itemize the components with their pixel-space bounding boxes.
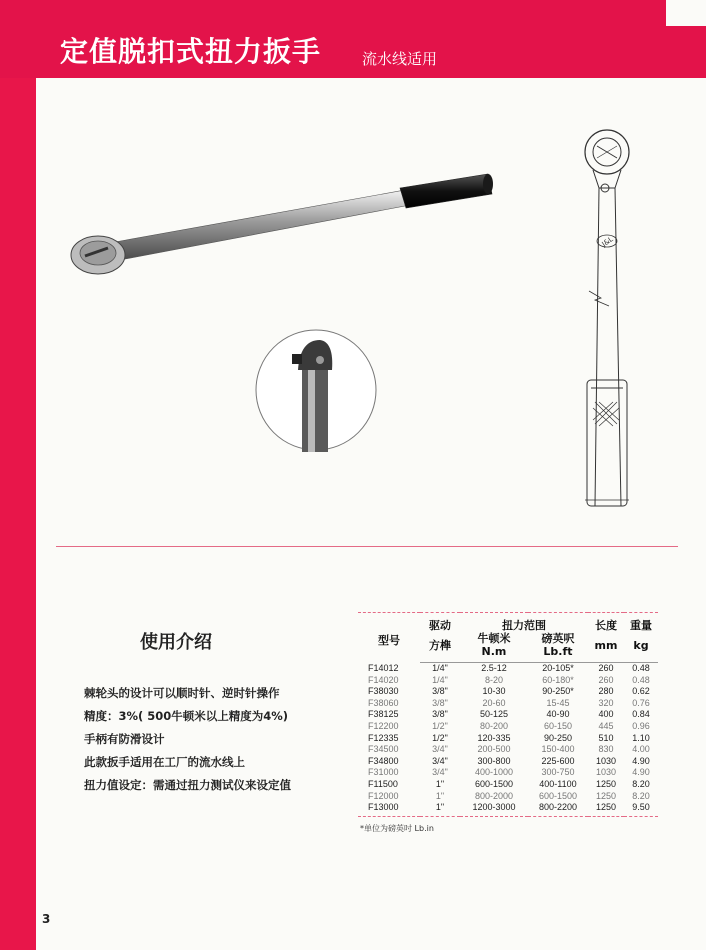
table-cell: F38030 — [368, 686, 399, 697]
header-model: 型号 — [358, 613, 420, 663]
table-cell: 8.20 — [632, 790, 650, 801]
table-cell: 4.90 — [632, 755, 650, 766]
table-cell: 1200-3000 — [460, 802, 528, 816]
table-cell: 260 — [598, 663, 614, 673]
table-row — [358, 791, 658, 803]
table-cell: 3/4" — [432, 767, 448, 778]
page-subtitle: 流水线适用 — [362, 50, 438, 68]
table-cell: F12200 — [368, 720, 399, 731]
table-cell: 3/8" — [432, 709, 448, 720]
table-row — [358, 779, 658, 791]
table-cell: 1" — [435, 778, 445, 789]
page-number: 3 — [42, 912, 51, 926]
header-length-unit: mm — [588, 632, 624, 663]
table-cell: 1/2" — [432, 720, 448, 731]
table-cell: 150-400 — [541, 744, 575, 755]
intro-title: 使用介绍 — [140, 632, 212, 653]
table-cell: 260 — [598, 674, 614, 685]
header-nm-label: 牛顿米 — [477, 632, 511, 645]
table-cell: 1.10 — [632, 732, 650, 743]
table-cell: 445 — [598, 720, 614, 731]
table-cell: F38125 — [368, 709, 399, 720]
table-cell: 830 — [598, 744, 614, 755]
table-cell: 90-250 — [543, 732, 572, 743]
header-drive-sub: 方榫 — [420, 632, 460, 663]
table-cell: 3/4" — [432, 744, 448, 755]
table-cell: 0.76 — [632, 697, 650, 708]
table-cell: 1/4" — [432, 674, 448, 685]
page-title: 定值脱扣式扭力扳手 — [60, 35, 322, 68]
header-weight: 重量 — [624, 613, 658, 633]
table-cell: F11500 — [368, 778, 398, 789]
feature-item: 精度：3%( 500牛顿米以上精度为4%) — [84, 709, 289, 723]
header-weight-unit: kg — [624, 632, 658, 663]
table-cell: 225-600 — [541, 755, 575, 766]
table-row — [358, 767, 658, 779]
table-cell: F14012 — [368, 662, 399, 673]
header-nm — [460, 632, 528, 663]
table-cell: 1250 — [588, 802, 624, 816]
table-cell: 2.5-12 — [481, 663, 507, 673]
feature-item: 扭力值设定：需通过扭力测试仪来设定值 — [84, 778, 291, 792]
table-row — [358, 675, 658, 687]
table-row — [358, 698, 658, 710]
table-cell: 320 — [598, 697, 614, 708]
table-cell: 1/4" — [432, 663, 448, 673]
feature-list — [84, 684, 291, 799]
table-cell: 600-1500 — [474, 778, 513, 789]
table-cell: 20-105* — [542, 663, 574, 673]
table-cell: 4.00 — [632, 744, 650, 755]
table-cell: 60-150 — [543, 720, 572, 731]
table-cell: 510 — [598, 732, 614, 743]
table-cell: 3/8" — [432, 686, 448, 697]
table-cell: 1030 — [595, 767, 617, 778]
spec-table-body — [358, 663, 658, 817]
table-cell: 0.84 — [632, 709, 650, 720]
wrench-line-drawing — [575, 126, 655, 520]
table-cell: 400-1100 — [539, 778, 577, 789]
table-cell: 8-20 — [484, 674, 503, 685]
header-corner — [666, 0, 706, 26]
table-cell: 400-1000 — [474, 767, 513, 778]
table-cell: 800-2000 — [474, 790, 513, 801]
header-lbft — [528, 632, 588, 663]
header-drive: 驱动 — [420, 613, 460, 633]
table-cell: F14020 — [368, 674, 399, 685]
table-row — [358, 709, 658, 721]
header-length: 长度 — [588, 613, 624, 633]
table-cell: F34500 — [368, 744, 399, 755]
table-cell: 90-250* — [542, 686, 574, 697]
table-cell: 50-125 — [479, 709, 508, 720]
table-cell: 15-45 — [546, 697, 570, 708]
table-cell: 1" — [420, 802, 460, 816]
table-cell: 400 — [598, 709, 614, 720]
table-cell: 8.20 — [632, 778, 650, 789]
table-cell: 1030 — [595, 755, 617, 766]
table-cell: F12000 — [368, 790, 399, 801]
table-cell: 10-30 — [482, 686, 506, 697]
table-cell: 1" — [435, 790, 445, 801]
table-cell: 80-200 — [479, 720, 508, 731]
page-header — [0, 0, 706, 78]
header-lbft-unit: Lb.ft — [543, 645, 573, 658]
table-cell: 800-2200 — [528, 802, 588, 816]
table-cell: 0.62 — [632, 686, 650, 697]
table-cell: 600-1500 — [538, 790, 577, 801]
table-row — [358, 663, 658, 675]
table-cell: F31000 — [368, 767, 399, 778]
table-cell: 1250 — [595, 778, 617, 789]
table-cell: F38060 — [368, 697, 399, 708]
table-row — [358, 802, 658, 816]
feature-item: 此款扳手适用在工厂的流水线上 — [84, 755, 245, 769]
brand-label: J&L — [600, 235, 615, 249]
feature-item: 手柄有防滑设计 — [84, 732, 165, 746]
table-cell: 0.48 — [632, 663, 650, 673]
table-row — [358, 721, 658, 733]
table-cell: 1/2" — [432, 732, 448, 743]
table-row — [358, 756, 658, 768]
table-cell: 1250 — [595, 790, 617, 801]
table-cell: 300-750 — [541, 767, 575, 778]
header-nm-unit: N.m — [481, 645, 507, 658]
feature-item: 棘轮头的设计可以顺时针、逆时针操作 — [84, 686, 280, 700]
table-cell: 0.48 — [632, 674, 650, 685]
table-row — [358, 744, 658, 756]
table-row — [358, 733, 658, 745]
table-cell: 120-335 — [477, 732, 511, 743]
table-row — [358, 686, 658, 698]
table-cell: 40-90 — [546, 709, 570, 720]
table-cell: 20-60 — [482, 697, 506, 708]
spec-table — [358, 612, 658, 817]
table-cell: F13000 — [358, 802, 420, 816]
header-range: 扭力范围 — [460, 613, 588, 633]
table-cell: 3/4" — [432, 755, 448, 766]
unit-note: *单位为磅英吋 Lb.in — [360, 823, 434, 833]
table-cell: 200-500 — [477, 744, 511, 755]
ratchet-head-detail — [254, 328, 378, 452]
table-cell: 3/8" — [432, 697, 448, 708]
table-cell: 4.90 — [632, 767, 650, 778]
table-cell: F12335 — [368, 732, 399, 743]
table-cell: 300-800 — [477, 755, 511, 766]
table-cell: 280 — [598, 686, 614, 697]
header-lbft-label: 磅英呎 — [541, 632, 575, 645]
table-cell: 9.50 — [624, 802, 658, 816]
torque-wrench-photo — [60, 160, 510, 300]
table-cell: 60-180* — [542, 674, 574, 685]
table-cell: F34800 — [368, 755, 399, 766]
section-divider — [56, 546, 678, 547]
spec-table-container — [358, 612, 658, 834]
table-cell: 0.96 — [632, 720, 650, 731]
